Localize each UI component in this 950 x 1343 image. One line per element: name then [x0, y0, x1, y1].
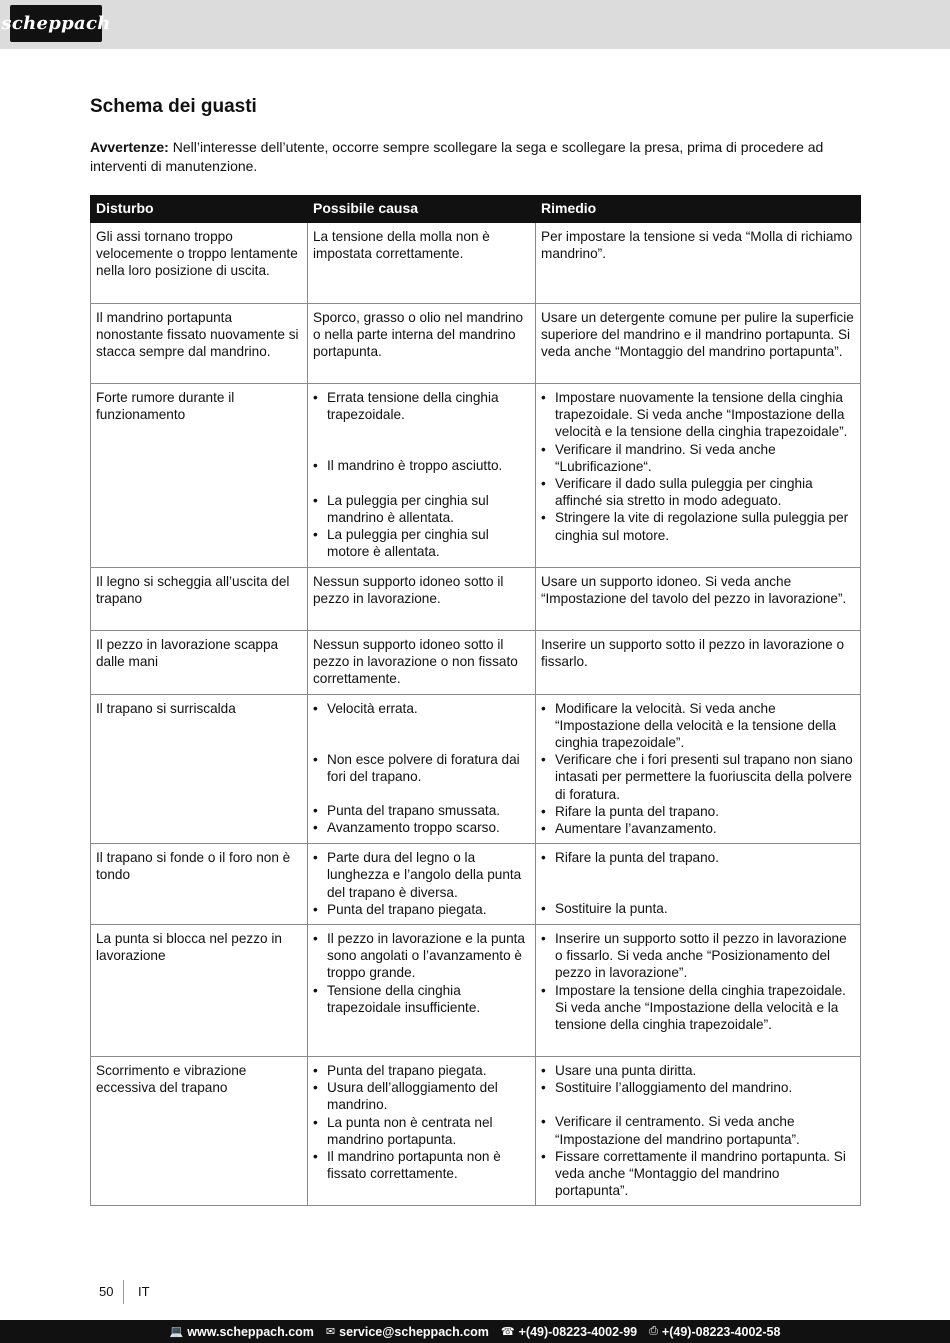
fault-cell: Il mandrino portapunta nonostante fissato nuovamente si stacca sempre dal mandrino. — [91, 304, 308, 384]
remedy-cell — [536, 384, 861, 568]
table-row — [91, 925, 861, 1057]
cause-item: • Il pezzo in lavorazione e la punta sono angolati o l’avanzamento è troppo grande. — [313, 930, 530, 982]
remedy-item: • Verificare il dado sulla puleggia per cinghia affinché sia stretto in modo adeguato. — [541, 475, 855, 509]
remedy-cell: Per impostare la tensione si veda “Molla di richiamo mandrino”. — [536, 223, 861, 304]
warning-paragraph — [90, 138, 860, 176]
cause-item: • La puleggia per cinghia sul mandrino è allentata. — [313, 492, 530, 526]
logo-text: scheppach — [1, 13, 111, 34]
footer-email[interactable] — [326, 1325, 489, 1339]
cause-cell — [308, 694, 536, 844]
cause-list — [313, 700, 530, 837]
remedy-item: • Sostituire l’alloggiamento del mandrino. — [541, 1079, 855, 1096]
remedy-list — [541, 389, 855, 544]
remedy-item: • Aumentare l’avanzamento. — [541, 820, 855, 837]
page-separator — [123, 1280, 124, 1304]
remedy-item: • Usare una punta diritta. — [541, 1062, 855, 1079]
cause-cell — [308, 844, 536, 925]
cause-cell — [308, 1057, 536, 1206]
cause-cell: La tensione della molla non è impostata correttamente. — [308, 223, 536, 304]
remedy-item: • Fissare correttamente il mandrino portapunta. Si veda anche “Montaggio del mandrino portapunta”. — [541, 1148, 855, 1200]
remedy-item: • Sostituire la punta. — [541, 900, 855, 917]
cause-item: • Il mandrino portapunta non è fissato correttamente. — [313, 1148, 530, 1182]
fault-cell: Forte rumore durante il funzionamento — [91, 384, 308, 568]
fault-table — [90, 195, 861, 1206]
remedy-cell — [536, 694, 861, 844]
table-row — [91, 223, 861, 304]
cause-list — [313, 849, 530, 918]
table-row — [91, 694, 861, 844]
cause-cell: Nessun supporto idoneo sotto il pezzo in lavorazione. — [308, 568, 536, 631]
cause-item: • Non esce polvere di foratura dai fori del trapano. — [313, 751, 530, 785]
remedy-list — [541, 930, 855, 1033]
footer-website[interactable] — [170, 1325, 314, 1339]
table-row — [91, 631, 861, 695]
remedy-list — [541, 1062, 855, 1199]
computer-icon: 💻 — [169, 1326, 184, 1338]
warning-text: Nell’interesse dell’utente, occorre sempre scollegare la sega e scollegare la presa, prima di procedere ad interventi di manutenzione. — [90, 139, 824, 174]
fault-cell: Gli assi tornano troppo velocemente o troppo lentamente nella loro posizione di uscita. — [91, 223, 308, 304]
cause-item: • Punta del trapano piegata. — [313, 901, 530, 918]
fault-cell: Scorrimento e vibrazione eccessiva del trapano — [91, 1057, 308, 1206]
cause-item: • Velocità errata. — [313, 700, 530, 717]
table-row — [91, 304, 861, 384]
remedy-list — [541, 700, 855, 838]
remedy-item: • Verificare il centramento. Si veda anche “Impostazione del mandrino portapunta”. — [541, 1113, 855, 1147]
language-code: IT — [138, 1284, 150, 1299]
warning-label: Avvertenze: — [90, 139, 169, 155]
remedy-item: • Inserire un supporto sotto il pezzo in lavorazione o fissarlo. Si veda anche “Posizionamento del pezzo in lavorazione”. — [541, 930, 855, 982]
cause-item: • Errata tensione della cinghia trapezoidale. — [313, 389, 530, 423]
top-bar — [0, 0, 950, 49]
remedy-cell — [536, 844, 861, 925]
cause-list — [313, 1062, 530, 1182]
remedy-item: • Verificare che i fori presenti sul trapano non siano intasati per permettere la fuoriuscita della polvere di foratura. — [541, 751, 855, 803]
remedy-list — [541, 849, 855, 917]
footer-bar — [0, 1320, 950, 1343]
cause-cell — [308, 384, 536, 568]
fault-cell: Il trapano si surriscalda — [91, 694, 308, 844]
header-fault: Disturbo — [91, 196, 308, 223]
remedy-cell: Inserire un supporto sotto il pezzo in lavorazione o fissarlo. — [536, 631, 861, 695]
cause-item: • Parte dura del legno o la lunghezza e l’angolo della punta del trapano è diversa. — [313, 849, 530, 901]
cause-cell — [308, 925, 536, 1057]
cause-list — [313, 389, 530, 560]
phone-text: +(49)-08223-4002-99 — [518, 1324, 638, 1339]
table-row — [91, 568, 861, 631]
fax-text: +(49)-08223-4002-58 — [661, 1324, 781, 1339]
header-remedy: Rimedio — [536, 196, 861, 223]
remedy-item: • Rifare la punta del trapano. — [541, 849, 855, 866]
remedy-item: • Impostare nuovamente la tensione della cinghia trapezoidale. Si veda anche “Impostazione della velocità e la tensione della cinghia trapezoidale”. — [541, 389, 855, 441]
header-cause: Possibile causa — [308, 196, 536, 223]
website-text: www.scheppach.com — [187, 1324, 314, 1339]
remedy-cell — [536, 1057, 861, 1206]
cause-item: • Il mandrino è troppo asciutto. — [313, 457, 530, 474]
email-text: service@scheppach.com — [339, 1324, 489, 1339]
remedy-item: • Rifare la punta del trapano. — [541, 803, 855, 820]
remedy-cell: Usare un supporto idoneo. Si veda anche “Impostazione del tavolo del pezzo in lavorazione”. — [536, 568, 861, 631]
cause-item: • La puleggia per cinghia sul motore è allentata. — [313, 526, 530, 560]
table-row — [91, 1057, 861, 1206]
cause-item: • La punta non è centrata nel mandrino portapunta. — [313, 1114, 530, 1148]
fax-icon: ⎙ — [649, 1325, 658, 1337]
fault-cell: La punta si blocca nel pezzo in lavorazione — [91, 925, 308, 1057]
footer-fax — [649, 1325, 780, 1339]
cause-item: • Usura dell’alloggiamento del mandrino. — [313, 1079, 530, 1113]
cause-item: • Avanzamento troppo scarso. — [313, 819, 530, 836]
remedy-item: • Stringere la vite di regolazione sulla puleggia per cinghia sul motore. — [541, 509, 855, 543]
table-row — [91, 844, 861, 925]
table-header-row — [91, 196, 861, 223]
fault-cell: Il pezzo in lavorazione scappa dalle mani — [91, 631, 308, 695]
fault-cell: Il trapano si fonde o il foro non è tondo — [91, 844, 308, 925]
phone-icon: ☎ — [500, 1326, 515, 1338]
page-title: Schema dei guasti — [90, 96, 257, 117]
cause-cell: Sporco, grasso o olio nel mandrino o nella parte interna del mandrino portapunta. — [308, 304, 536, 384]
remedy-item: • Impostare la tensione della cinghia trapezoidale. Si veda anche “Impostazione della velocità e la tensione della cinghia trapezoidale”. — [541, 982, 855, 1034]
cause-item: • Punta del trapano smussata. — [313, 802, 530, 819]
mail-icon: ✉ — [325, 1326, 336, 1338]
page-number: 50 — [99, 1284, 114, 1299]
table-row — [91, 384, 861, 568]
cause-cell: Nessun supporto idoneo sotto il pezzo in lavorazione o non fissato correttamente. — [308, 631, 536, 695]
remedy-cell — [536, 925, 861, 1057]
remedy-item: • Modificare la velocità. Si veda anche “Impostazione della velocità e la tensione della cinghia trapezoidale”. — [541, 700, 855, 752]
cause-list — [313, 930, 530, 1016]
cause-item: • Punta del trapano piegata. — [313, 1062, 530, 1079]
scheppach-logo — [1, 5, 111, 42]
remedy-cell: Usare un detergente comune per pulire la superficie superiore del mandrino e il mandrino portapunta. Si veda anche “Montaggio del mandrino portapunta”. — [536, 304, 861, 384]
cause-item: • Tensione della cinghia trapezoidale insufficiente. — [313, 982, 530, 1016]
remedy-item: • Verificare il mandrino. Si veda anche “Lubrificazione“. — [541, 441, 855, 475]
fault-cell: Il legno si scheggia all’uscita del trapano — [91, 568, 308, 631]
footer-phone — [501, 1325, 637, 1339]
